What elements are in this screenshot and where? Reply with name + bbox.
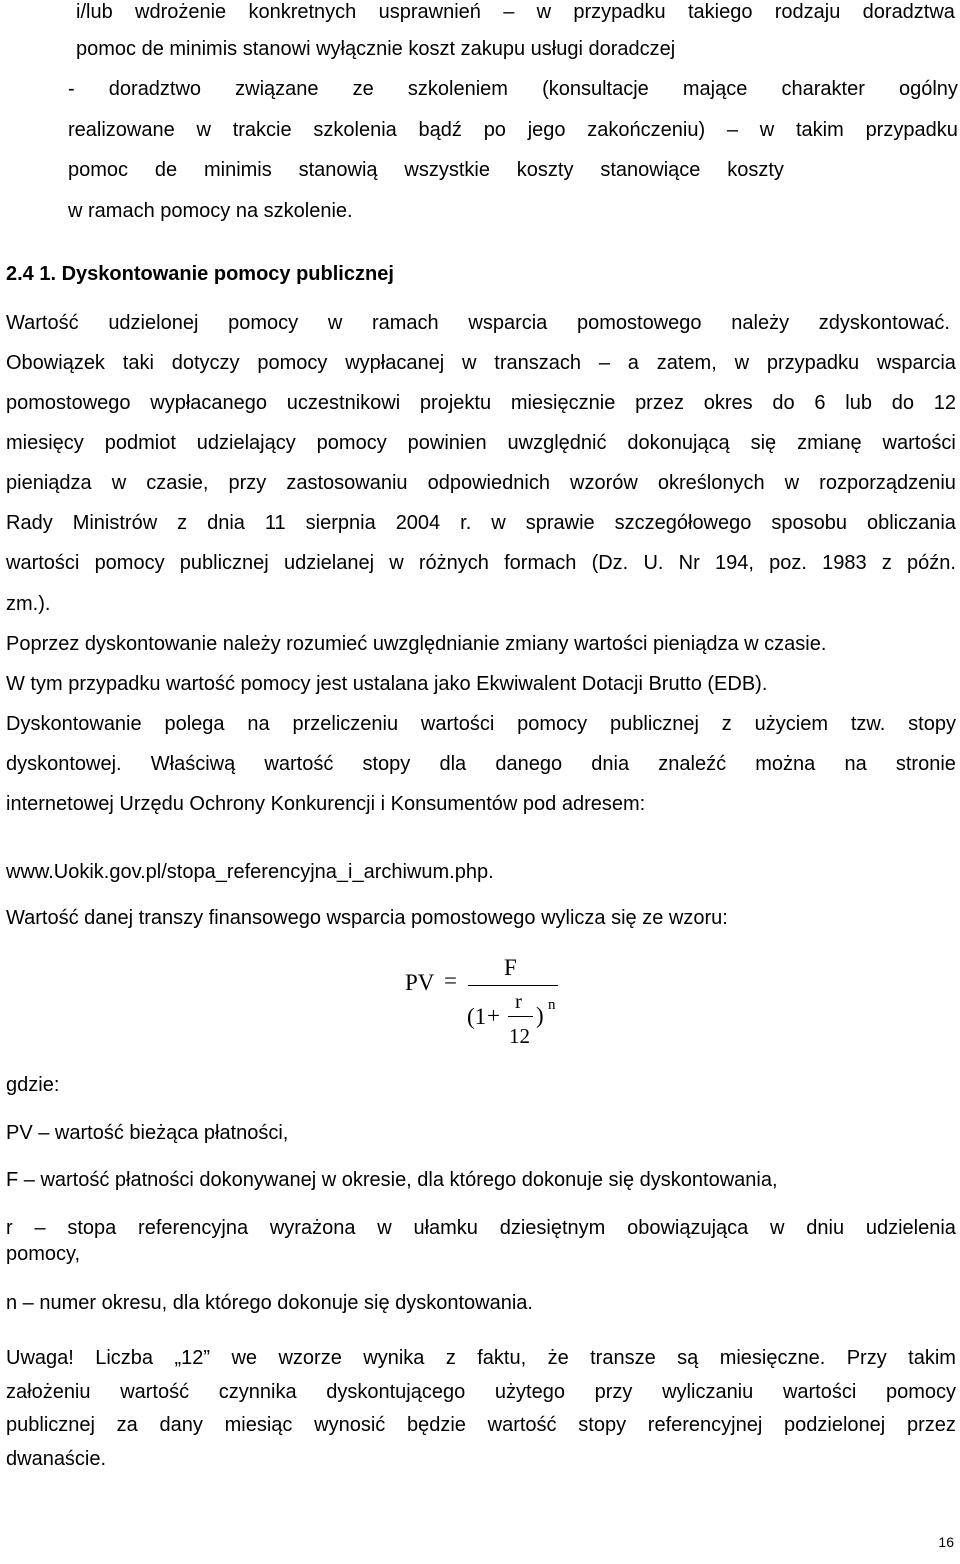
body-line [6,752,956,776]
word: w [536,1,552,23]
word: Ministrów [72,512,158,534]
word: przypadku [766,352,860,374]
formula-numerator: F [504,955,517,980]
word: U. [643,552,664,574]
word: wartości [420,713,495,735]
definition-pv: PV – wartość bieżąca płatności, [6,1122,289,1144]
word: uwzględnić [507,432,607,454]
word: poz. [769,552,807,574]
word: wartości [6,552,80,574]
word: 6 [814,392,826,414]
word: - [68,78,75,100]
word: wynika [363,1347,425,1369]
word: wynosić [314,1414,386,1436]
word: formach [504,552,577,574]
word: okres [703,392,753,414]
word: w [327,312,343,334]
word: udzielonej [108,312,199,334]
word: miesięcy [6,432,84,454]
definition-r-continued: pomocy, [6,1243,81,1265]
word: wsparcia [468,312,548,334]
formula-rate: r [515,989,522,1013]
word: dyskontującego [326,1381,466,1403]
word: czynnika [218,1381,297,1403]
word: i/lub [76,1,113,23]
word: odpowiednich [427,472,550,494]
word: stopy [362,753,411,775]
word: Obowiązek [6,352,105,374]
word: udzielający [196,432,296,454]
formula-plus: + [487,1003,500,1028]
word: – [598,352,610,374]
word: w [770,1217,785,1239]
word: dany [159,1414,203,1436]
word: projektu [419,392,492,414]
word: sposobu [771,512,847,534]
word: pomostowego [6,392,131,414]
word: wartości [882,432,956,454]
word: czasie, [146,472,209,494]
where-label: gdzie: [6,1074,60,1096]
word: do [772,392,795,414]
word: w [734,352,750,374]
formula-months: 12 [509,1024,530,1048]
word: określonych [657,472,765,494]
word: r. [460,512,472,534]
word: 11 [264,512,286,534]
word: zdyskontować. [818,312,950,334]
word: z [445,1347,456,1369]
word: pomocy [94,552,165,574]
word: koszty [727,159,784,181]
word: wzorów [570,472,638,494]
word: taki [122,352,154,374]
word: sierpnia [305,512,376,534]
word: należy [731,312,790,334]
word: wypłacanej [345,352,445,374]
body-line [6,431,956,455]
word: uczestnikowi [286,392,401,414]
word: trakcie [232,119,292,141]
word: bądź [418,119,462,141]
word: stopa [67,1217,117,1239]
word: ze [352,78,374,100]
word: publicznej [610,713,699,735]
word: lub [845,392,872,414]
section-heading: 2.4 1. Dyskontowanie pomocy publicznej [6,263,394,285]
word: tzw. [850,713,886,735]
word: przez [635,392,684,414]
word: dla [439,753,467,775]
word: wartości [782,1381,857,1403]
word: w [389,552,404,574]
word: Uwaga! [6,1347,74,1369]
word: r [6,1217,13,1239]
word: wartość [264,753,334,775]
word: przy [594,1381,633,1403]
word: usprawnień [378,1,481,23]
word: pomocy [316,432,387,454]
word: szkoleniem [407,78,508,100]
url-text: www.Uokik.gov.pl/stopa_referencyjna_i_archiwum.php. [6,861,494,883]
word: dokonującą [627,432,730,454]
word: wdrożenie [135,1,227,23]
word: miesięcznie [510,392,616,414]
formula-close-paren: ) [536,1003,544,1028]
word: w [462,352,477,374]
word: transze [590,1347,656,1369]
word: referencyjna [138,1217,249,1239]
word: że [547,1347,569,1369]
word: koszty [516,159,574,181]
intro-line: pomoc de minimis stanowi wyłącznie koszt zakupu usługi doradczej [76,38,676,60]
word: szkolenia [313,119,397,141]
word: charakter [781,78,865,100]
word: na [844,753,867,775]
word: na [247,713,270,735]
word: polega [164,713,225,735]
word: udzielenia [865,1217,956,1239]
body-line [6,311,950,335]
word: takim [908,1347,956,1369]
word: użytego [494,1381,565,1403]
body-line: Poprzez dyskontowanie należy rozumieć uwzględnianie zmiany wartości pieniądza w czasie. [6,633,827,655]
formula-lhs: PV [405,970,435,995]
word: zastosowaniu [286,472,408,494]
word: podmiot [104,432,176,454]
word: Właściwą [150,753,236,775]
intro-line [68,118,958,142]
word: publicznej [179,552,269,574]
word: wyrażona [269,1217,356,1239]
word: a [627,352,639,374]
word: doradztwa [862,1,955,23]
word: z [177,512,188,534]
word: zmianę [797,432,862,454]
word: Liczba [95,1347,154,1369]
word: podzielonej [784,1414,886,1436]
word: pomocy [517,713,588,735]
word: zatem, [656,352,717,374]
note-line [6,1380,956,1404]
word: realizowane [68,119,175,141]
word: publicznej [6,1414,95,1436]
word: późn. [907,552,956,574]
word: zakończeniu) [587,119,706,141]
word: rozporządzeniu [819,472,956,494]
word: przeliczeniu [292,713,399,735]
word: mające [682,78,748,100]
word: się [750,432,777,454]
word: takiego [687,1,753,23]
intro-line [68,77,958,101]
word: użyciem [754,713,828,735]
word: – [503,1,515,23]
body-line [6,351,956,375]
word: wyliczaniu [662,1381,754,1403]
word: Dyskontowanie [6,713,142,735]
word: wypłacanego [150,392,268,414]
word: Rady [6,512,53,534]
intro-line: w ramach pomocy na szkolenie. [68,200,353,222]
word: dnia [207,512,245,534]
word: 194, [714,552,754,574]
word: transzach [494,352,581,374]
intro-line [76,0,955,24]
word: faktu, [477,1347,527,1369]
word: stronie [895,753,956,775]
word: minimis [203,159,272,181]
word: pomocy [228,312,299,334]
definition-f: F – wartość płatności dokonywanej w okresie, dla którego dokonuje się dyskontowania, [6,1169,778,1191]
word: szczegółowego [614,512,752,534]
word: takim [796,119,844,141]
word: założeniu [6,1381,91,1403]
word: obowiązująca [627,1217,749,1239]
fraction-line [468,985,558,986]
word: dniu [806,1217,845,1239]
definition-r [6,1216,956,1240]
word: z [721,713,732,735]
word: pomocy [257,352,328,374]
word: przez [906,1414,956,1436]
body-line [6,511,956,535]
note-line: dwanaście. [6,1448,107,1470]
word: pomoc [68,159,129,181]
note-line [6,1413,956,1437]
word: dnia [591,753,630,775]
body-line [6,391,956,415]
word: dyskontowej. [6,753,122,775]
word: będzie [406,1414,466,1436]
word: udzielanej [283,552,375,574]
word: pomocy [885,1381,956,1403]
word: – [726,119,739,141]
word: 1983 [822,552,867,574]
formula-intro: Wartość danej transzy finansowego wsparcia pomostowego wylicza się ze wzoru: [6,907,728,929]
word: są [677,1347,699,1369]
word: rodzaju [774,1,841,23]
body-line: zm.). [6,593,51,615]
word: powinien [407,432,487,454]
word: (konsultacje [542,78,649,100]
word: przypadku [865,119,958,141]
formula-exponent: n [548,997,556,1013]
body-line: W tym przypadku wartość pomocy jest ustalana jako Ekwiwalent Dotacji Brutto (EDB). [6,673,768,695]
word: przypadku [573,1,666,23]
word: obliczania [866,512,956,534]
page-number: 16 [938,1534,954,1550]
word: miesięczne. [719,1347,826,1369]
word: w [491,512,506,534]
word: stanowią [298,159,378,181]
word: doradztwo [108,78,202,100]
word: stanowiące [600,159,701,181]
word: miesiąc [224,1414,293,1436]
word: po [483,119,506,141]
word: pieniądza [6,472,92,494]
word: referencyjnej [647,1414,763,1436]
inner-fraction-line [508,1016,533,1017]
word: z [881,552,892,574]
word: 12 [933,392,956,414]
word: ułamku [413,1217,478,1239]
body-line [6,551,956,575]
word: 2004 [395,512,441,534]
word: przy [228,472,267,494]
body-line [6,471,956,495]
body-line [6,712,956,736]
word: dziesiętnym [499,1217,606,1239]
word: konkretnych [248,1,357,23]
word: w [111,472,127,494]
formula-equals: = [444,968,457,993]
word: w [759,119,775,141]
formula-open-paren: (1 [467,1004,487,1029]
word: de [154,159,178,181]
word: (Dz. [591,552,629,574]
word: różnych [418,552,489,574]
word: wartość [487,1414,557,1436]
word: jego [527,119,566,141]
word: Nr [678,552,700,574]
definition-n: n – numer okresu, dla którego dokonuje się dyskontowania. [6,1292,533,1314]
word: stopy [908,713,956,735]
word: wartość [120,1381,190,1403]
note-line [6,1346,956,1370]
word: pomostowego [577,312,702,334]
word: Wartość [6,312,79,334]
body-line: internetowej Urzędu Ochrony Konkurencji i Konsumentów pod adresem: [6,793,646,815]
word: znaleźć [658,753,727,775]
word: do [891,392,914,414]
word: w [784,472,800,494]
word: w [377,1217,392,1239]
word: danego [495,753,563,775]
word: Przy [846,1347,887,1369]
word: dotyczy [171,352,240,374]
word: we [231,1347,258,1369]
word: w [196,119,211,141]
word: wzorze [278,1347,342,1369]
word: – [34,1217,46,1239]
word: ramach [371,312,439,334]
word: sprawie [525,512,595,534]
word: ogólny [898,78,958,100]
word: za [116,1414,138,1436]
word: związane [235,78,319,100]
word: stopy [578,1414,627,1436]
word: wsparcia [876,352,956,374]
word: wszystkie [404,159,490,181]
intro-line [68,158,784,182]
word: „12” [174,1347,211,1369]
word: można [755,753,816,775]
